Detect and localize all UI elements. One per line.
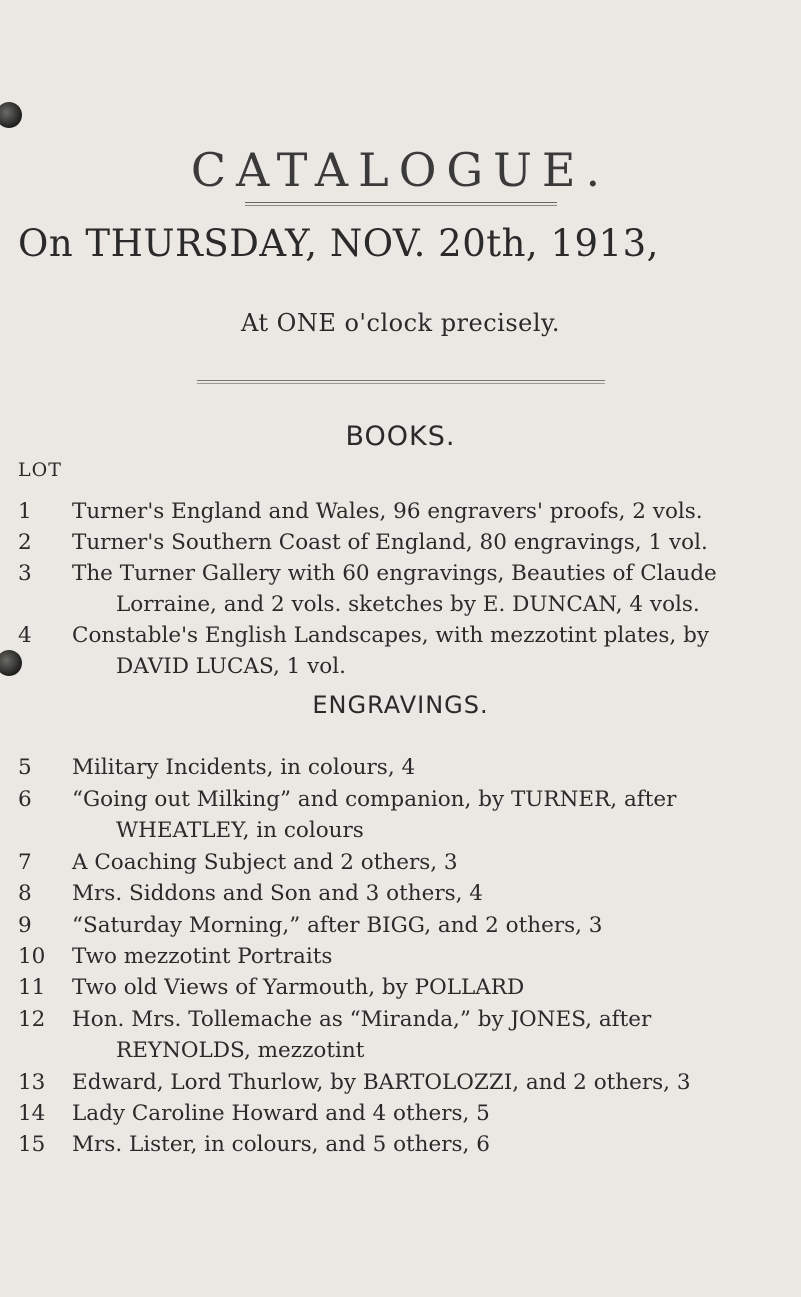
lot-description: Turner's Southern Coast of England, 80 engravings, 1 vol. — [72, 530, 708, 555]
lot-description: Constable's English Landscapes, with mezzotint plates, by — [72, 623, 710, 648]
lot-number: 12 — [18, 1007, 46, 1032]
lot-description: A Coaching Subject and 2 others, 3 — [72, 850, 458, 875]
lot-description: Two old Views of Yarmouth, by POLLARD — [72, 975, 525, 1000]
books-heading: BOOKS. — [345, 421, 456, 452]
lot-description: Two mezzotint Portraits — [72, 944, 333, 969]
lot-description: “Saturday Morning,” after BIGG, and 2 others, 3 — [72, 913, 603, 938]
lot-number: 2 — [18, 530, 32, 555]
lot-number: 3 — [18, 561, 32, 586]
lot-number: 11 — [18, 975, 46, 1000]
lot-number: 1 — [18, 499, 32, 524]
lot-number: 8 — [18, 881, 32, 906]
lot-description: DAVID LUCAS, 1 vol. — [116, 654, 346, 679]
lot-number: 4 — [18, 623, 32, 648]
lot-number: 9 — [18, 913, 32, 938]
divider — [197, 380, 605, 381]
lot-description: REYNOLDS, mezzotint — [116, 1038, 365, 1063]
lot-description: WHEATLEY, in colours — [116, 818, 364, 843]
lot-number: 6 — [18, 787, 32, 812]
lot-number: 10 — [18, 944, 46, 969]
lot-description: Turner's England and Wales, 96 engravers' proofs, 2 vols. — [72, 499, 703, 524]
punch-hole — [0, 650, 22, 676]
divider — [197, 383, 605, 384]
lot-description: The Turner Gallery with 60 engravings, Beauties of Claude — [72, 561, 717, 586]
lot-description: Military Incidents, in colours, 4 — [72, 755, 416, 780]
catalogue-title: CATALOGUE. — [190, 143, 611, 197]
divider — [245, 205, 557, 206]
lot-description: Hon. Mrs. Tollemache as “Miranda,” by JONES, after — [72, 1007, 652, 1032]
lot-description: Mrs. Lister, in colours, and 5 others, 6 — [72, 1132, 490, 1157]
lot-description: Mrs. Siddons and Son and 3 others, 4 — [72, 881, 483, 906]
lot-description: Edward, Lord Thurlow, by BARTOLOZZI, and 2 others, 3 — [72, 1070, 691, 1095]
engravings-heading: ENGRAVINGS. — [312, 691, 489, 719]
divider — [245, 202, 557, 203]
lot-description: Lorraine, and 2 vols. sketches by E. DUNCAN, 4 vols. — [116, 592, 700, 617]
lot-number: 13 — [18, 1070, 46, 1095]
sale-time: At ONE o'clock precisely. — [240, 309, 561, 337]
punch-hole — [0, 102, 22, 128]
lot-number: 14 — [18, 1101, 46, 1126]
lot-number: 5 — [18, 755, 32, 780]
lot-number: 7 — [18, 850, 32, 875]
sale-date: On THURSDAY, NOV. 20th, 1913, — [18, 222, 659, 265]
lot-description: “Going out Milking” and companion, by TURNER, after — [72, 787, 677, 812]
lot-column-label: LOT — [18, 459, 62, 481]
lot-number: 15 — [18, 1132, 46, 1157]
lot-description: Lady Caroline Howard and 4 others, 5 — [72, 1101, 490, 1126]
